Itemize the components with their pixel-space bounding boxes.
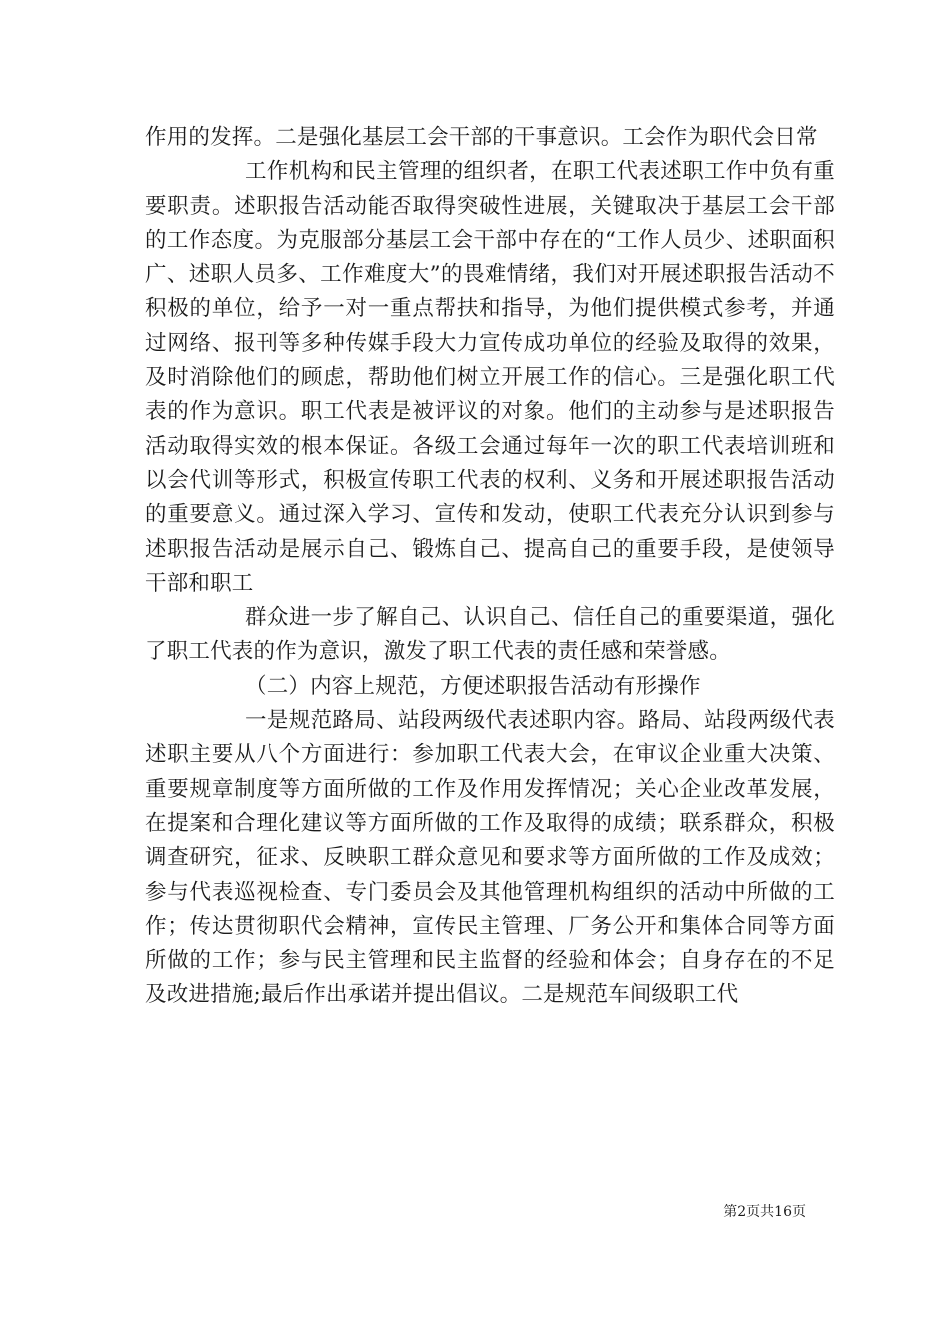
paragraph-2: 工作机构和民主管理的组织者，在职工代表述职工作中负有重要职责。述职报告活动能否取得突破性进展，关键取决于基层工会干部的工作态度。为克服部分基层工会干部中存在的“工作人员少、述职面积广、述职人员多、工作难度大”的畏难情绪，我们对开展述职报告活动不积极的单位，给予一对一重点帮扶和指导，为他们提供模式参考，并通过网络、报刊等多种传媒手段大力宣传成功单位的经验及取得的效果，及时消除他们的顾虑，帮助他们树立开展工作的信心。三是强化职工代表的作为意识。职工代表是被评议的对象。他们的主动参与是述职报告活动取得实效的根本保证。各级工会通过每年一次的职工代表培训班和以会代训等形式，积极宣传职工代表的权利、义务和开展述职报告活动的重要意义。通过深入学习、宣传和发动，使职工代表充分认识到参与述职报告活动是展示自己、锻炼自己、提高自己的重要手段，是使领导干部和职工 [145, 159, 835, 596]
paragraph-1: 作用的发挥。二是强化基层工会干部的干事意识。工会作为职代会日常 [145, 125, 818, 150]
paragraph-4: 一是规范路局、站段两级代表述职内容。路局、站段两级代表述职主要从八个方面进行：参加职工代表大会，在审议企业重大决策、重要规章制度等方面所做的工作及作用发挥情况；关心企业改革发展，在提案和合理化建议等方面所做的工作及取得的成绩；联系群众，积极调查研究，征求、反映职工群众意见和要求等方面所做的工作及成效；参与代表巡视检查、专门委员会及其他管理机构组织的活动中所做的工作；传达贯彻职代会精神，宣传民主管理、厂务公开和集体合同等方面所做的工作；参与民主管理和民主监督的经验和体会；自身存在的不足及改进措施;最后作出承诺并提出倡议。二是规范车间级职工代 [145, 708, 835, 1008]
page-number-footer: 第2页共16页 [723, 1204, 806, 1220]
section-heading: （二）内容上规范，方便述职报告活动有形操作 [245, 673, 701, 699]
document-body [145, 121, 835, 1013]
paragraph-3: 群众进一步了解自己、认识自己、信任自己的重要渠道，强化了职工代表的作为意识，激发了职工代表的责任感和荣誉感。 [145, 605, 835, 665]
